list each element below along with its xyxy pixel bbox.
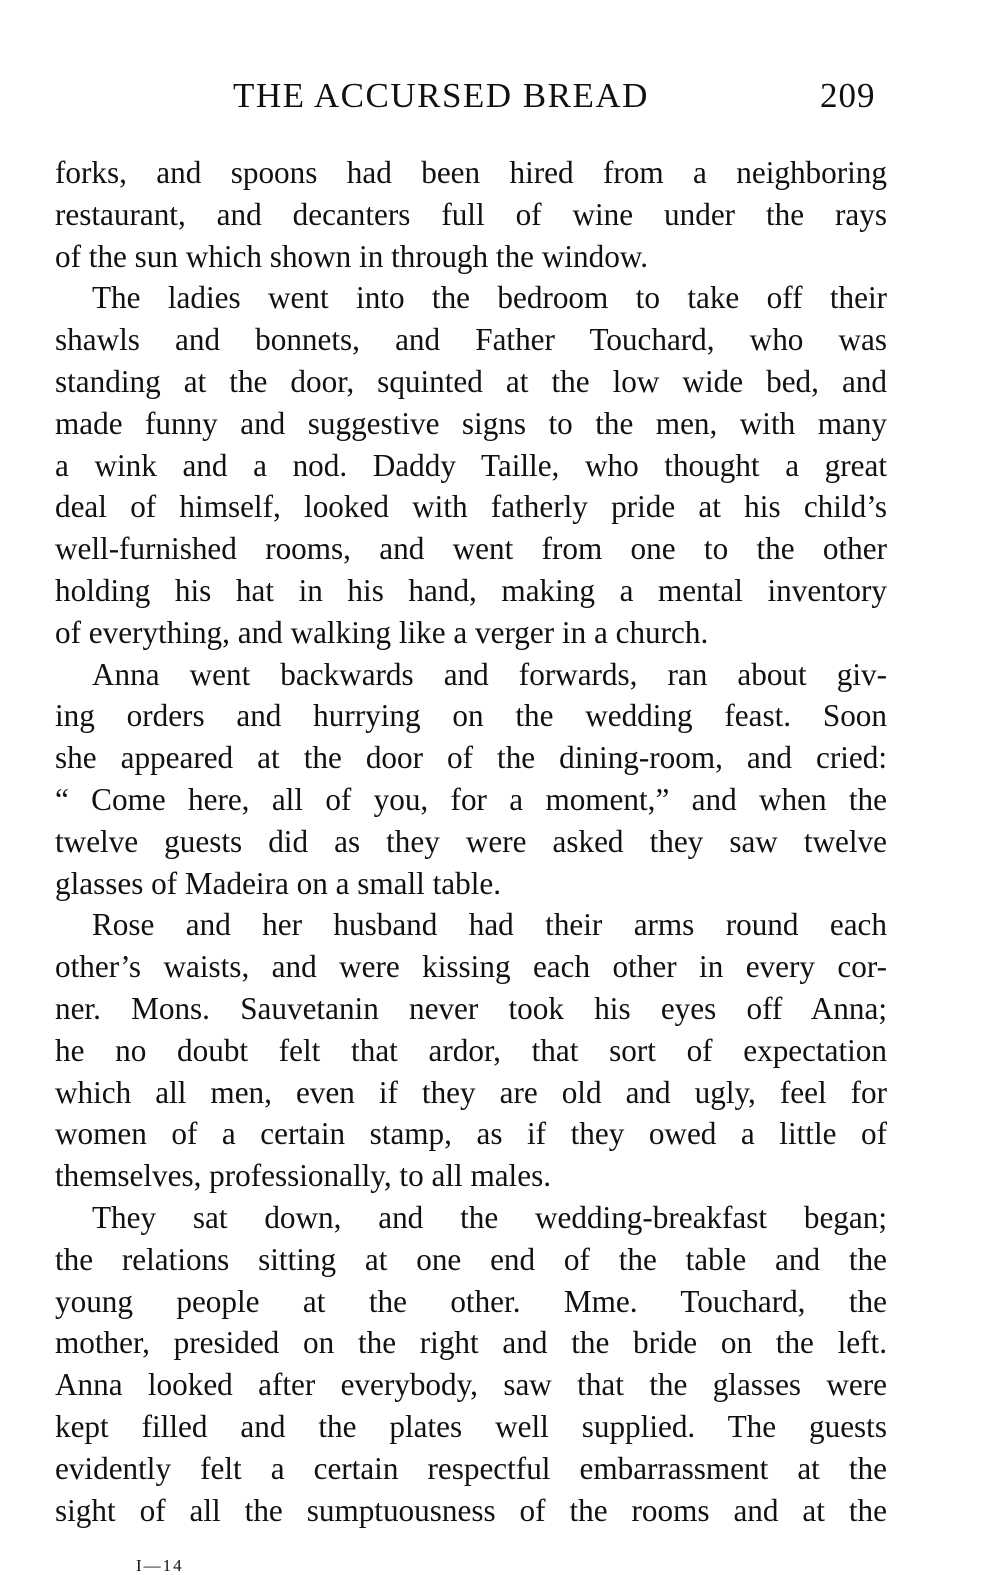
- paragraph: [55, 152, 887, 277]
- text-line: Rose and her husband had their arms round each: [92, 907, 887, 943]
- text-line: of everything, and walking like a verger in a church.: [55, 614, 709, 650]
- text-line: a wink and a nod. Daddy Taille, who thought a great: [55, 447, 887, 483]
- text-line: he no doubt felt that ardor, that sort of expectation: [55, 1032, 887, 1068]
- text-line: evidently felt a certain respectful embarrassment at the: [55, 1450, 887, 1486]
- text-line: the relations sitting at one end of the table and the: [55, 1241, 887, 1277]
- text-line: deal of himself, looked with fatherly pride at his child’s: [55, 489, 887, 525]
- text-line: shawls and bonnets, and Father Touchard, who was: [55, 322, 887, 358]
- running-title: THE ACCURSED BREAD: [233, 76, 649, 115]
- paragraph: [55, 1197, 887, 1531]
- text-line: They sat down, and the wedding-breakfast began;: [92, 1199, 887, 1235]
- text-line: of the sun which shown in through the window.: [55, 238, 649, 274]
- text-line: made funny and suggestive signs to the men, with many: [55, 405, 887, 441]
- text-line: restaurant, and decanters full of wine under the rays: [55, 196, 887, 232]
- text-line: holding his hat in his hand, making a mental inventory: [55, 572, 887, 608]
- text-line: young people at the other. Mme. Touchard, the: [55, 1283, 887, 1319]
- text-line: Anna looked after everybody, saw that the glasses were: [55, 1367, 887, 1403]
- text-line: standing at the door, squinted at the low wide bed, and: [55, 363, 887, 399]
- page-header: [0, 76, 1000, 124]
- signature-mark: I—14: [136, 1556, 184, 1575]
- text-line: mother, presided on the right and the bride on the left.: [55, 1325, 887, 1361]
- text-line: The ladies went into the bedroom to take off their: [92, 280, 887, 316]
- text-line: forks, and spoons had been hired from a neighboring: [55, 155, 887, 190]
- text-line: which all men, even if they are old and ugly, feel for: [55, 1074, 887, 1110]
- text-line: sight of all the sumptuousness of the rooms and at the: [55, 1492, 887, 1528]
- paragraph: [55, 904, 887, 1197]
- paragraph: [55, 654, 887, 905]
- text-line: women of a certain stamp, as if they owed a little of: [55, 1116, 887, 1152]
- text-line: other’s waists, and were kissing each other in every cor-: [55, 949, 887, 985]
- page-number: 209: [820, 76, 876, 115]
- paragraph: [55, 277, 887, 653]
- text-line: she appeared at the door of the dining-room, and cried:: [55, 740, 887, 776]
- text-line: glasses of Madeira on a small table.: [55, 865, 502, 901]
- text-line: twelve guests did as they were asked they saw twelve: [55, 823, 887, 859]
- text-line: Anna went backwards and forwards, ran about giv-: [92, 656, 887, 692]
- text-line: kept filled and the plates well supplied. The guests: [55, 1408, 887, 1444]
- text-line: ner. Mons. Sauvetanin never took his eyes off Anna;: [55, 990, 887, 1026]
- text-line: “ Come here, all of you, for a moment,” and when the: [55, 781, 887, 817]
- text-line: well-furnished rooms, and went from one to the other: [55, 531, 887, 567]
- text-line: ing orders and hurrying on the wedding feast. Soon: [55, 698, 887, 734]
- body-text: [55, 152, 887, 1531]
- text-line: themselves, professionally, to all males.: [55, 1158, 551, 1194]
